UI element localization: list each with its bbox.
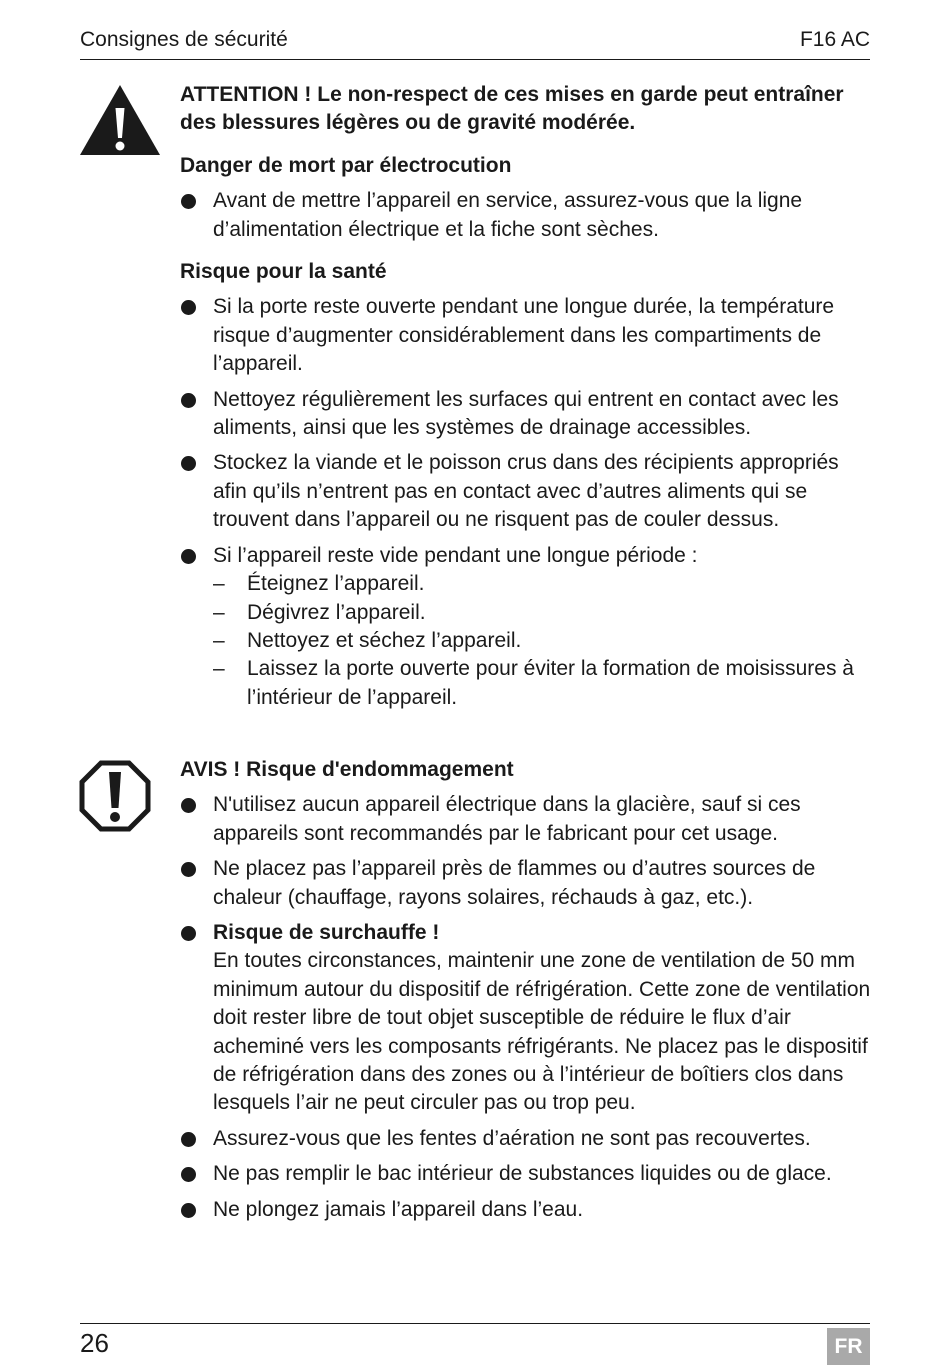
attention-block	[180, 81, 872, 712]
bullet-icon	[181, 798, 196, 813]
bullet-icon	[181, 1203, 196, 1218]
list-item: Si la porte reste ouverte pendant une longue durée, la température risque d’augmenter considérablement dans les compartiments de l’appareil.	[180, 293, 872, 378]
bullet-icon	[181, 549, 196, 564]
model-name: F16 AC	[799, 28, 870, 51]
bullet-icon	[181, 1132, 196, 1147]
sub-list-item: – Éteignez l’appareil.	[213, 572, 425, 596]
notice-title: AVIS ! Risque d'endommagement	[180, 758, 514, 781]
warning-triangle-icon	[79, 84, 161, 156]
list-item: Ne pas remplir le bac intérieur de substances liquides ou de glace.	[180, 1160, 872, 1188]
section-title: Consignes de sécurité	[80, 28, 288, 51]
bullet-icon	[181, 862, 196, 877]
list-item: Assurez-vous que les fentes d’aération ne sont pas recouvertes.	[180, 1125, 872, 1153]
bullet-icon	[181, 300, 196, 315]
list-item: Ne plongez jamais l’appareil dans l’eau.	[180, 1196, 872, 1224]
heading-electrocution: Danger de mort par électrocution	[180, 153, 512, 177]
octagon-exclamation-icon	[79, 760, 151, 832]
list-item: Ne placez pas l’appareil près de flammes ou d’autres sources de chaleur (chauffage, rayons solaires, réchauds à gaz, etc.).	[180, 855, 872, 912]
list-item: Avant de mettre l’appareil en service, assurez-vous que la ligne d’alimentation électrique et la fiche sont sèches.	[180, 187, 872, 244]
footer-divider	[80, 1323, 870, 1324]
overheat-title: Risque de surchauffe !	[213, 921, 440, 945]
bullet-icon	[181, 194, 196, 209]
page-header	[80, 28, 870, 60]
heading-health-risk: Risque pour la santé	[180, 260, 387, 284]
list-item: Si l’appareil reste vide pendant une longue période : – Éteignez l’appareil. – Dégivrez l’appareil. – Nettoyez et séchez l’appareil. – Laissez la porte ouverte pour éviter la formation de moisissures à l’intérieur de l’appareil.	[180, 542, 872, 712]
bullet-icon	[181, 926, 196, 941]
overheat-text: En toutes circonstances, maintenir une zone de ventilation de 50 mm minimum autour du dispositif de réfrigération. Cette zone de ventilation doit rester libre de tout objet susceptible de réduire le flux d’air acheminé vers les composants réfrigérants. Ne placez pas le dispositif de réfrigération dans des zones ou à l’intérieur de boîtiers clos dans lesquels l’air ne peut circuler pas ou trop peu.	[213, 949, 871, 1115]
list-item: N'utilisez aucun appareil électrique dans la glacière, sauf si ces appareils sont recommandés par le fabricant pour cet usage.	[180, 791, 872, 848]
bullet-icon	[181, 456, 196, 471]
bullet-icon	[181, 1167, 196, 1182]
attention-title: ATTENTION ! Le non-respect de ces mises en garde peut entraîner des blessures légères ou de gravité modérée.	[180, 83, 844, 135]
bullet-icon	[181, 393, 196, 408]
sub-list-item: – Nettoyez et séchez l’appareil.	[213, 628, 522, 652]
sub-list-item: – Laissez la porte ouverte pour éviter la formation de moisissures à l’intérieur de l’appareil.	[213, 657, 854, 709]
notice-block	[180, 756, 872, 1224]
sub-list-item: – Dégivrez l’appareil.	[213, 600, 426, 624]
list-item: Nettoyez régulièrement les surfaces qui entrent en contact avec les aliments, ainsi que les systèmes de drainage accessibles.	[180, 386, 872, 443]
list-item: Stockez la viande et le poisson crus dans des récipients appropriés afin qu’ils n’entrent pas en contact avec d’autres aliments qui se trouvent dans l’appareil ou ne risquent pas de couler dessus.	[180, 449, 872, 534]
language-badge: FR	[827, 1328, 870, 1365]
list-item	[180, 919, 872, 1118]
page-number: 26	[80, 1328, 109, 1358]
